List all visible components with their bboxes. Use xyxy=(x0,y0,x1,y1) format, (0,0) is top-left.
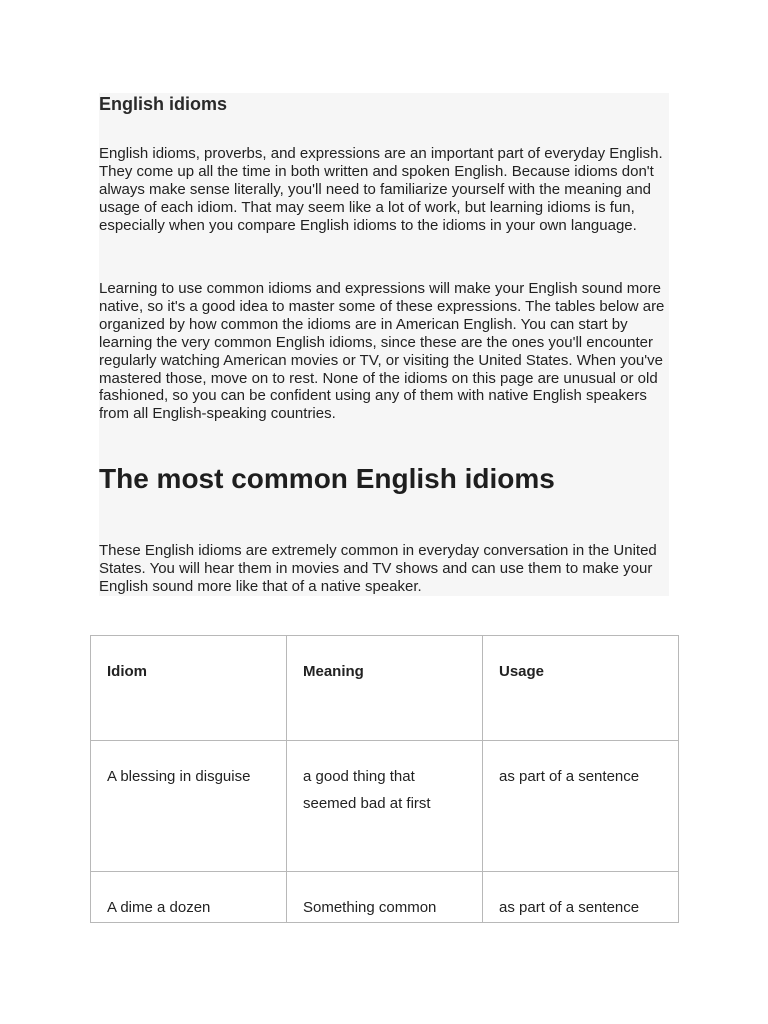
section-heading: The most common English idioms xyxy=(99,463,555,494)
section-paragraph: These English idioms are extremely common in everyday conversation in the United States. You will hear them in movies and TV shows and can use them to make your English sound more like that of a native speaker. xyxy=(99,542,657,595)
header-meaning: Meaning xyxy=(287,636,483,741)
table-header-row xyxy=(91,636,679,741)
table-row xyxy=(91,872,679,923)
article-title: English idioms xyxy=(99,94,228,114)
cell-idiom: A blessing in disguise xyxy=(91,741,287,872)
header-usage: Usage xyxy=(483,636,679,741)
cell-meaning: Something common xyxy=(287,872,483,923)
table-row xyxy=(91,741,679,872)
idioms-table xyxy=(90,635,679,923)
cell-idiom: A dime a dozen xyxy=(91,872,287,923)
intro-paragraph-2: Learning to use common idioms and expressions will make your English sound more native, so it's a good idea to master some of these expressions. The tables below are organized by how common the idioms are in American English. You can start by learning the very common English idioms, since these are the ones you'll encounter regularly watching American movies or TV, or visiting the United States. When you've mastered those, move on to rest. None of the idioms on this page are unusual or old fashioned, so you can be confident using any of them with native English speakers from all English-speaking countries. xyxy=(99,280,665,423)
header-idiom: Idiom xyxy=(91,636,287,741)
cell-usage: as part of a sentence xyxy=(483,872,679,923)
intro-paragraph-1: English idioms, proverbs, and expressions are an important part of everyday English. They come up all the time in both written and spoken English. Because idioms don't always make sense literally, you'll need to familiarize yourself with the meaning and usage of each idiom. That may seem like a lot of work, but learning idioms is fun, especially when you compare English idioms to the idioms in your own language. xyxy=(99,145,663,234)
cell-meaning: a good thing that seemed bad at first xyxy=(287,741,483,872)
cell-usage: as part of a sentence xyxy=(483,741,679,872)
